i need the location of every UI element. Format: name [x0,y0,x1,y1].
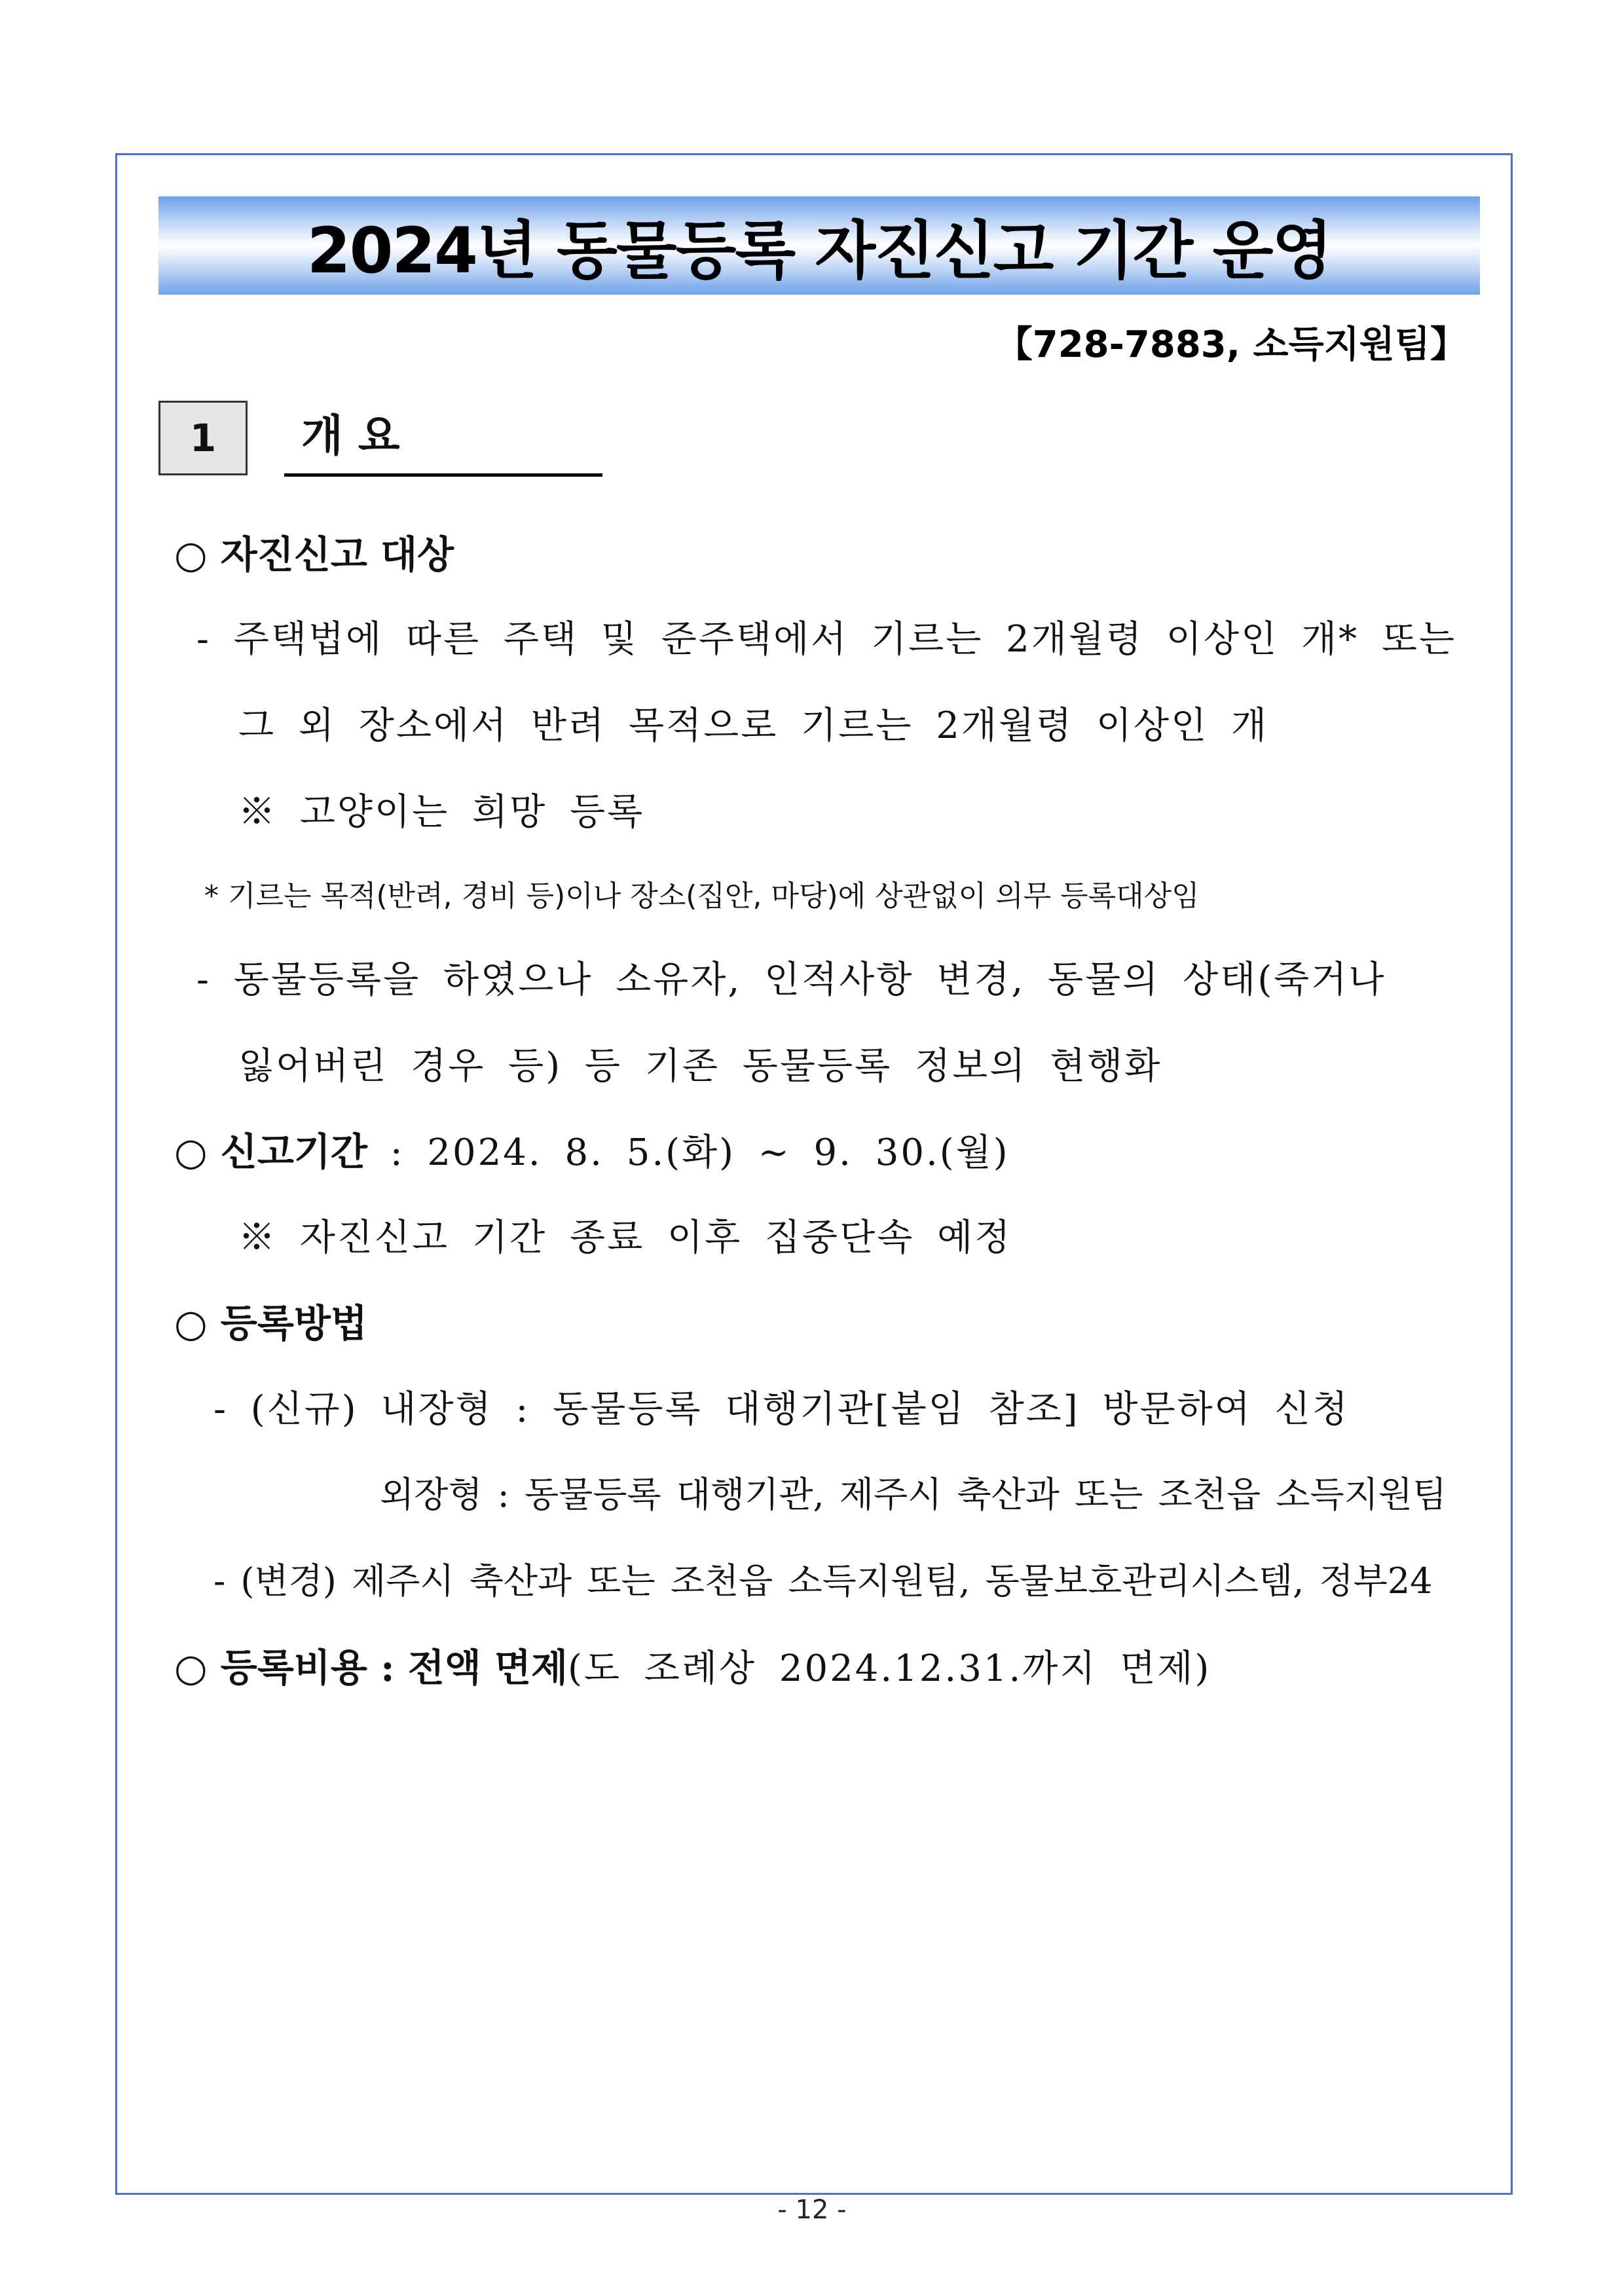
period-note: ※ 자진신고 기간 종료 이후 집중단속 예정 [238,1217,1012,1259]
fee-value: (도 조례상 2024.12.31.까지 면제) [568,1647,1211,1690]
contact-info: 【728-7883, 소득지원팀】 [995,323,1467,366]
period-label: ○ 신고기간 [174,1129,367,1174]
target-line-2: 그 외 장소에서 반려 목적으로 기르는 2개월령 이상인 개 [238,705,1269,747]
period-row [174,1121,1010,1176]
target-line-1: - 주택법에 따른 주택 및 준주택에서 기르는 2개월령 이상인 개* 또는 [196,618,1457,661]
page-number: - 12 - [777,2195,847,2225]
method-heading: ○ 등록방법 [174,1301,367,1346]
target-line-4: 잃어버린 경우 등) 등 기존 동물등록 정보의 현행화 [238,1045,1162,1088]
fee-label: ○ 등록비용 : 전액 면제 [174,1645,568,1690]
target-note: ※ 고양이는 희망 등록 [238,791,645,834]
section-title: 개 요 [284,403,602,477]
target-heading: ○ 자진신고 대상 [174,532,454,577]
title-banner [158,196,1480,295]
method-line-2: 외장형 : 동물등록 대행기관, 제주시 축산과 또는 조천읍 소득지원팀 [380,1474,1447,1515]
section-number: 1 [158,401,248,475]
fee-row [174,1637,1211,1692]
page-title: 2024년 동물등록 자진신고 기간 운영 [306,213,1332,287]
target-line-3: - 동물등록을 하였으나 소유자, 인적사항 변경, 동물의 상태(죽거나 [196,959,1386,1001]
method-line-3: - (변경) 제주시 축산과 또는 조천읍 소득지원팀, 동물보호관리시스템, 정부24 [213,1560,1433,1602]
target-footnote: * 기르는 목적(반려, 경비 등)이나 장소(집안, 마당)에 상관없이 의무 등록대상임 [204,879,1200,913]
method-line-1: - (신규) 내장형 : 동물등록 대행기관[붙임 참조] 방문하여 신청 [213,1388,1350,1431]
period-value: : 2024. 8. 5.(화) ~ 9. 30.(월) [367,1131,1010,1174]
